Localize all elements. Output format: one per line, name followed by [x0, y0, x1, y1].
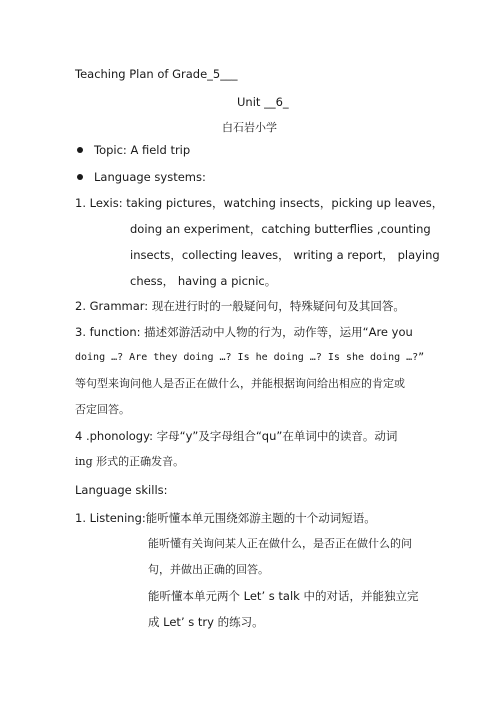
bullet-icon [77, 174, 83, 180]
unit-number: Unit __6_ [237, 95, 289, 109]
listening-line-5: 成 Let’ s try 的练习。 [148, 615, 264, 629]
phonology-line-1: 4 .phonology: 字母“y”及字母组合“qu”在单词中的读音。动词 [75, 429, 398, 443]
function-line-4: 否定回答。 [75, 403, 130, 416]
bullet-icon [77, 147, 83, 153]
topic-line: Topic: A field trip [94, 143, 191, 157]
listening-line-3: 句，并做出正确的回答。 [148, 563, 269, 576]
phonology-line-2: ing 形式的正确发音。 [75, 455, 185, 468]
lexis-line-2: doing an experiment，catching butterflies ,counting [130, 222, 431, 236]
listening-line-2: 能听懂有关询问某人正在做什么，是否正在做什么的问 [148, 537, 412, 550]
grammar-line: 2. Grammar: 现在进行时的一般疑问句，特殊疑问句及其回答。 [75, 299, 405, 313]
lexis-line-1: 1. Lexis: taking pictures，watching insects，picking up leaves， [75, 196, 444, 210]
function-line-1: 3. function: 描述郊游活动中人物的行为，动作等，运用“Are you [75, 325, 413, 339]
school-name: 白石岩小学 [222, 121, 277, 134]
listening-line-4: 能听懂本单元两个 Let’ s talk 中的对话，并能独立完 [148, 589, 419, 603]
lexis-line-3: insects，collecting leaves， writing a report， playing [130, 248, 440, 262]
listening-line-1: 1. Listening:能听懂本单元围绕郊游主题的十个动词短语。 [75, 511, 376, 525]
function-line-3: 等句型来询问他人是否正在做什么，并能根据询问给出相应的肯定或 [75, 377, 405, 390]
language-systems-heading: Language systems: [94, 170, 206, 184]
lexis-line-4: chess， having a picnic。 [130, 274, 277, 288]
language-skills-heading: Language skills: [75, 483, 168, 497]
plan-title: Teaching Plan of Grade_5___ [75, 67, 238, 81]
function-line-2: doing …? Are they doing …? Is he doing …? Is she doing …?” [75, 352, 425, 363]
